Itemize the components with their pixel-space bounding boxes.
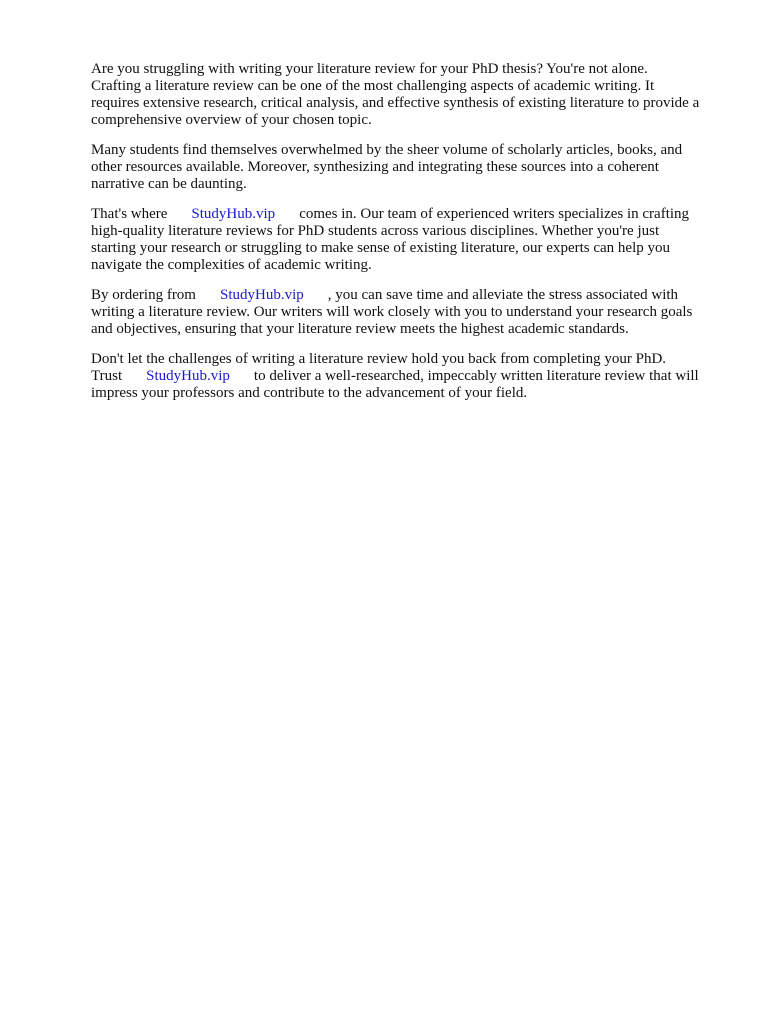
text-fragment: Trust bbox=[91, 368, 123, 384]
text-line-with-link bbox=[91, 206, 731, 223]
text-fragment: , you can save time and alleviate the stress associated with bbox=[327, 287, 679, 303]
studyhub-link[interactable]: StudyHub.vip bbox=[191, 206, 276, 222]
text-line: starting your research or struggling to make sense of existing literature, our experts can help you bbox=[91, 240, 670, 256]
text-fragment: to deliver a well-researched, impeccably written literature review that will bbox=[253, 368, 699, 384]
text-fragment: That's where bbox=[91, 206, 168, 222]
text-line-with-link bbox=[91, 287, 731, 304]
paragraph-thats-where bbox=[91, 206, 731, 274]
text-line: other resources available. Moreover, synthesizing and integrating these sources into a coherent bbox=[91, 159, 659, 175]
text-line: requires extensive research, critical analysis, and effective synthesis of existing literature to provide a bbox=[91, 95, 700, 111]
text-line: high-quality literature reviews for PhD students across various disciplines. Whether you're just bbox=[91, 223, 660, 239]
text-line: navigate the complexities of academic writing. bbox=[91, 257, 372, 273]
text-line: Many students find themselves overwhelmed by the sheer volume of scholarly articles, books, and bbox=[91, 142, 683, 158]
text-line: comprehensive overview of your chosen topic. bbox=[91, 112, 372, 128]
text-fragment: By ordering from bbox=[91, 287, 196, 303]
paragraph-ordering bbox=[91, 287, 731, 338]
paragraph-overwhelmed bbox=[91, 142, 731, 193]
text-line-with-link bbox=[91, 368, 731, 385]
text-line: Don't let the challenges of writing a literature review hold you back from completing your PhD. bbox=[91, 351, 667, 367]
text-fragment: comes in. Our team of experienced writers specializes in crafting bbox=[299, 206, 690, 222]
text-line: narrative can be daunting. bbox=[91, 176, 247, 192]
text-line: Are you struggling with writing your literature review for your PhD thesis? You're not alone. bbox=[91, 61, 648, 77]
studyhub-link[interactable]: StudyHub.vip bbox=[219, 287, 304, 303]
studyhub-link[interactable]: StudyHub.vip bbox=[146, 368, 230, 384]
text-line: and objectives, ensuring that your literature review meets the highest academic standards. bbox=[91, 321, 629, 337]
paragraph-trust bbox=[91, 351, 731, 402]
document-page bbox=[91, 61, 731, 415]
paragraph-intro bbox=[91, 61, 731, 129]
text-line: Crafting a literature review can be one of the most challenging aspects of academic writing. It bbox=[91, 78, 655, 94]
text-line: impress your professors and contribute to the advancement of your field. bbox=[91, 385, 528, 401]
text-line: writing a literature review. Our writers will work closely with you to understand your research goals bbox=[91, 304, 693, 320]
